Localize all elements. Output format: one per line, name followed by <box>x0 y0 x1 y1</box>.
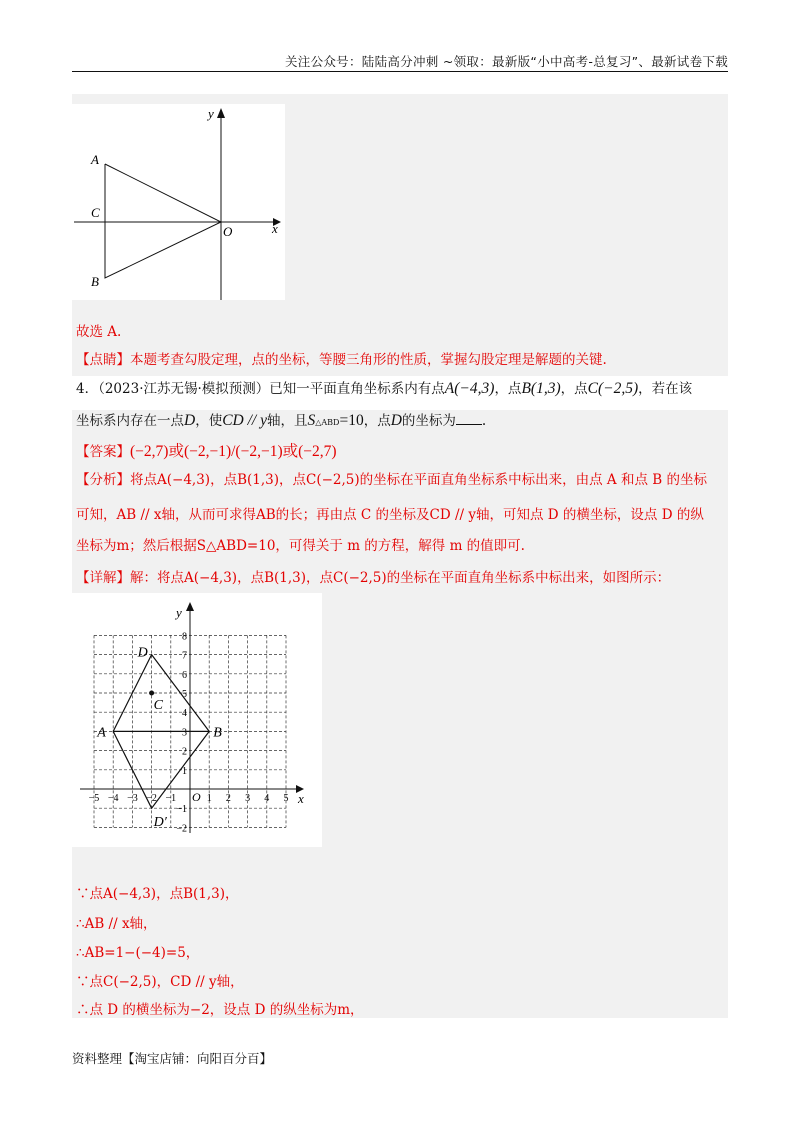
fig1-label-b: B <box>91 274 99 289</box>
question-text: 轴 <box>266 413 281 429</box>
answer-blank <box>456 412 482 425</box>
analysis-line-2: 可知，AB // x轴，从而可求得AB的长；再由点 C 的坐标及CD // y轴，可知点 D 的横坐标，设点 D 的纵 <box>76 507 704 523</box>
comment-text: 本题考查勾股定理，点的坐标，等腰三角形的性质，掌握勾股定理是解题的关键. <box>130 352 607 368</box>
area-subscript: △ABD <box>315 418 340 427</box>
page-footer: 资料整理【淘宝店铺：向阳百分百】 <box>72 1051 273 1066</box>
answer-tag: 【答案】 <box>76 444 130 460</box>
analysis-line-1 <box>76 468 707 488</box>
figure-triangle <box>72 104 285 300</box>
question-text: ，使 <box>195 413 223 429</box>
answer-text: (−2,7)或(−2,−1)/(−2,−1)或(−2,7) <box>130 443 337 460</box>
previous-comment <box>76 348 607 368</box>
step-5: ∴点 D 的横坐标为−2，设点 D 的纵坐标为m， <box>76 1002 364 1018</box>
answer-line <box>76 439 337 461</box>
y-tick-label: −1 <box>176 804 187 816</box>
question-text: . <box>481 413 487 429</box>
point-b: B(1,3) <box>521 380 561 397</box>
x-axis-label: x <box>298 791 304 806</box>
point-label-c: C <box>153 698 163 713</box>
question-text: ，且 <box>280 413 308 429</box>
x-tick-label: 3 <box>245 793 251 804</box>
point-d: D <box>184 412 196 429</box>
x-tick-label: −5 <box>88 793 100 804</box>
x-tick-label: −3 <box>127 793 138 804</box>
y-axis-arrow <box>186 602 194 611</box>
analysis-tag: 【分析】 <box>76 472 130 488</box>
detail-line <box>76 566 670 586</box>
step-2: ∴AB // x轴， <box>76 916 157 932</box>
question-4-line-2 <box>76 409 486 430</box>
question-number: 4． <box>76 381 99 397</box>
previous-answer: 故选 A. <box>76 324 122 340</box>
comment-tag: 【点睛】 <box>76 352 130 368</box>
question-text: ，若在该 <box>638 381 693 397</box>
fig1-label-y: y <box>208 106 214 121</box>
page-header: 关注公众号：陆陆高分冲刺 ~领取：最新版“小中高考-总复习”、最新试卷下载 <box>284 54 728 69</box>
point-label-b: B <box>213 725 222 741</box>
question-source: （2023·江苏无锡·模拟预测） <box>98 381 270 397</box>
y-tick-label: 1 <box>182 765 187 777</box>
y-tick-label: 3 <box>182 727 187 739</box>
fig1-label-x: x <box>272 221 278 236</box>
step-1: ∵点A(−4,3)，点B(1,3)， <box>76 886 239 902</box>
y-tick-label: 6 <box>182 669 187 681</box>
header-rule <box>72 71 728 72</box>
detail-tag: 【详解】 <box>76 570 130 586</box>
analysis-line-3: 坐标为m；然后根据S△ABD=10，可得关于 m 的方程，解得 m 的值即可. <box>76 538 525 554</box>
x-tick-label: −1 <box>165 793 177 804</box>
step-3: ∴AB=1−(−4)=5， <box>76 945 200 961</box>
question-text: ，点 <box>560 381 588 397</box>
origin-label: O <box>192 790 201 804</box>
y-tick-label: 8 <box>182 631 187 643</box>
question-text: 坐标系内存在一点 <box>76 413 184 429</box>
figure-coordinate-grid <box>72 593 322 847</box>
x-tick-label: 2 <box>225 793 231 804</box>
x-tick-label: 1 <box>206 793 212 804</box>
fig1-label-a: A <box>91 152 99 167</box>
y-tick-label: 5 <box>182 689 187 700</box>
detail-text: 解：将点A(−4,3)，点B(1,3)，点C(−2,5)的坐标在平面直角坐标系中标出来，如图所示： <box>130 570 671 586</box>
point-a: A(−4,3) <box>444 380 495 397</box>
fig1-label-o: O <box>223 224 233 239</box>
question-text: ，点 <box>494 381 522 397</box>
point-label-d-prime: D′ <box>153 815 167 831</box>
x-tick-label: −2 <box>146 793 157 804</box>
analysis-text-1: 将点A(−4,3)，点B(1,3)，点C(−2,5)的坐标在平面直角坐标系中标出来，由点 A 和点 B 的坐标 <box>130 472 707 488</box>
point-d: D <box>390 412 402 429</box>
question-4-line-1 <box>76 377 692 398</box>
step-4: ∵点C(−2,5)，CD // y轴， <box>76 974 244 990</box>
point-label-a: A <box>97 725 106 741</box>
question-text: ，点 <box>363 413 391 429</box>
area-value: =10 <box>339 412 364 429</box>
point-c: C(−2,5) <box>587 380 639 397</box>
question-text: 已知一平面直角坐标系内有点 <box>269 381 445 397</box>
x-tick-label: 4 <box>264 793 270 804</box>
y-tick-label: 4 <box>182 708 187 720</box>
y-tick-label: 7 <box>182 650 187 662</box>
area-symbol: S <box>307 412 316 429</box>
x-tick-label: −4 <box>107 793 119 804</box>
x-tick-label: 5 <box>283 793 289 804</box>
y-tick-label: −2 <box>176 823 187 835</box>
point-label-d: D <box>137 645 148 661</box>
fig1-label-c: C <box>91 205 100 220</box>
cd-parallel-y: CD // y <box>222 412 267 429</box>
y-tick-label: 2 <box>182 746 187 758</box>
y-axis-label: y <box>176 605 182 620</box>
point-c-dot <box>149 691 154 696</box>
question-text: 的坐标为 <box>401 413 456 429</box>
